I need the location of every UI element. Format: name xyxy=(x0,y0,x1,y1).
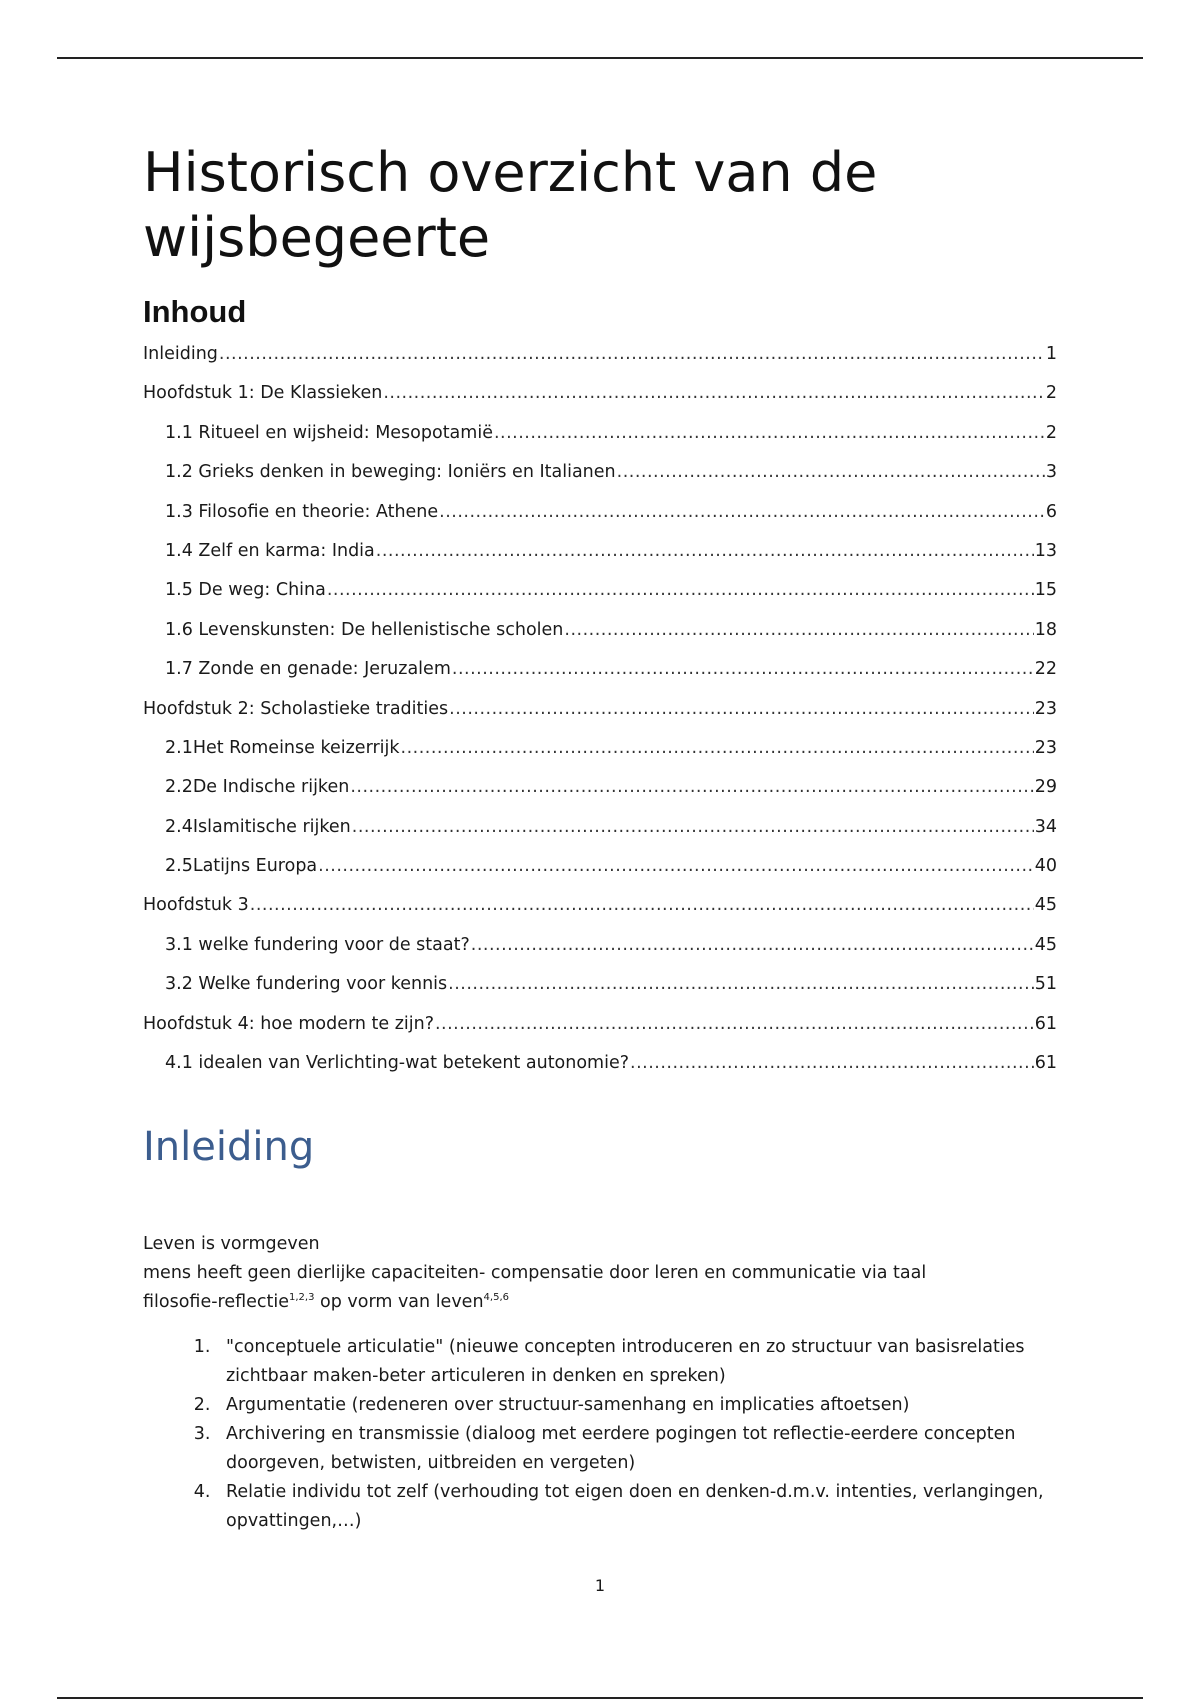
toc-dot-leader xyxy=(250,895,1034,915)
toc-entry[interactable] xyxy=(143,620,1057,659)
numbered-list xyxy=(143,1333,1057,1536)
toc-entry-page: 61 xyxy=(1034,1013,1057,1034)
toc-dot-leader xyxy=(376,541,1034,561)
toc-dot-leader xyxy=(452,659,1034,679)
toc-dot-leader xyxy=(564,620,1033,640)
toc-entry-label: Hoofdstuk 3 xyxy=(143,895,249,916)
toc-entry-label: 1.2 Grieks denken in beweging: Ioniërs en Italianen xyxy=(165,462,616,483)
toc-entry-page: 1 xyxy=(1045,344,1057,364)
toc-entry-label: 1.6 Levenskunsten: De hellenistische scholen xyxy=(165,619,564,640)
toc-entry-page: 29 xyxy=(1034,777,1057,798)
toc-dot-leader xyxy=(350,777,1033,797)
header-rule xyxy=(57,57,1143,59)
intro-line-1: Leven is vormgeven xyxy=(143,1234,320,1255)
toc-dot-leader xyxy=(494,423,1045,443)
toc-entry-label: 3.1 welke fundering voor de staat? xyxy=(165,934,470,955)
toc-entry[interactable] xyxy=(143,699,1057,738)
document-title: Historisch overzicht van de wijsbegeerte xyxy=(143,141,878,269)
toc-dot-leader xyxy=(617,462,1045,482)
toc-entry-page: 40 xyxy=(1034,856,1057,877)
toc-entry[interactable] xyxy=(143,383,1057,422)
footnote-ref-2[interactable]: 4,5,6 xyxy=(483,1292,509,1304)
toc-dot-leader xyxy=(327,580,1034,600)
toc-dot-leader xyxy=(352,817,1034,837)
intro-body xyxy=(143,1230,1057,1317)
footer-rule xyxy=(57,1697,1143,1699)
toc-entry-label: Hoofdstuk 2: Scholastieke tradities xyxy=(143,698,449,719)
list-item: 3. Archivering en transmissie (dialoog met eerdere pogingen tot reflectie-eerdere concepten doorgeven, betwisten, uitbreiden en vergeten) xyxy=(216,1420,1057,1478)
list-item: 4. Relatie individu tot zelf (verhouding tot eigen doen en denken-d.m.v. intenties, verlangingen, opvattingen,…) xyxy=(216,1478,1057,1536)
toc-dot-leader xyxy=(448,974,1034,994)
toc-entry-page: 15 xyxy=(1034,580,1057,601)
list-item: 2. Argumentatie (redeneren over structuur-samenhang en implicaties aftoetsen) xyxy=(216,1391,1057,1420)
toc-entry-label: 4.1 idealen van Verlichting-wat betekent autonomie? xyxy=(165,1053,630,1074)
toc-entry[interactable] xyxy=(143,423,1057,462)
toc-entry-label: Hoofdstuk 1: De Klassieken xyxy=(143,383,383,404)
toc-entry-page: 23 xyxy=(1034,698,1057,719)
page-number: 1 xyxy=(594,1576,606,1595)
toc-entry[interactable] xyxy=(143,580,1057,619)
toc-heading: Inhoud xyxy=(143,294,247,329)
toc-entry-page: 2 xyxy=(1045,422,1057,443)
toc-entry-page: 18 xyxy=(1034,619,1057,640)
toc-entry-page: 2 xyxy=(1045,383,1057,404)
toc-dot-leader xyxy=(630,1053,1034,1073)
toc-entry-label: Hoofdstuk 4: hoe modern te zijn? xyxy=(143,1013,434,1034)
toc-entry-label: Inleiding xyxy=(143,344,218,364)
toc-entry[interactable] xyxy=(143,462,1057,501)
toc-entry-page: 45 xyxy=(1034,895,1057,916)
toc-dot-leader xyxy=(471,935,1034,955)
toc-entry[interactable] xyxy=(143,817,1057,856)
toc-entry-page: 51 xyxy=(1034,974,1057,995)
footnote-ref-1[interactable]: 1,2,3 xyxy=(289,1292,315,1304)
toc-entry-page: 61 xyxy=(1034,1053,1057,1074)
intro-line-3-text-a: filosofie-reflectie xyxy=(143,1292,289,1313)
intro-line-3-text-b: op vorm van leven xyxy=(314,1292,484,1313)
toc-entry-page: 45 xyxy=(1034,934,1057,955)
toc-entry[interactable] xyxy=(143,738,1057,777)
toc-entry[interactable] xyxy=(143,344,1057,383)
toc-entry-page: 3 xyxy=(1045,462,1057,483)
toc-entry-label: 1.5 De weg: China xyxy=(165,580,326,601)
toc-entry-page: 34 xyxy=(1034,816,1057,837)
toc-dot-leader xyxy=(219,344,1045,364)
toc-entry[interactable] xyxy=(143,777,1057,816)
page-content xyxy=(143,140,1057,1536)
toc-entry-label: 2.4Islamitische rijken xyxy=(165,816,351,837)
toc-entry[interactable] xyxy=(143,1014,1057,1053)
intro-line-2: mens heeft geen dierlijke capaciteiten- compensatie door leren en communicatie via taal xyxy=(143,1263,927,1284)
list-item: 1. "conceptuele articulatie" (nieuwe concepten introduceren en zo structuur van basisrelaties zichtbaar maken-beter articuleren in denken en spreken) xyxy=(216,1333,1057,1391)
toc-entry-page: 22 xyxy=(1034,659,1057,680)
toc-dot-leader xyxy=(401,738,1034,758)
toc-entry-page: 13 xyxy=(1034,540,1057,561)
toc-dot-leader xyxy=(449,699,1034,719)
toc-entry[interactable] xyxy=(143,541,1057,580)
toc-entry[interactable] xyxy=(143,659,1057,698)
toc-dot-leader xyxy=(435,1014,1034,1034)
toc-entry[interactable] xyxy=(143,1053,1057,1092)
toc-dot-leader xyxy=(318,856,1034,876)
toc-entry-page: 23 xyxy=(1034,737,1057,758)
toc-entry-label: 1.1 Ritueel en wijsheid: Mesopotamië xyxy=(165,422,493,443)
section-heading-inleiding: Inleiding xyxy=(143,1124,315,1171)
toc-entry[interactable] xyxy=(143,974,1057,1013)
toc-entry[interactable] xyxy=(143,502,1057,541)
toc-entry[interactable] xyxy=(143,935,1057,974)
toc-dot-leader xyxy=(383,383,1045,403)
toc-entry-page: 6 xyxy=(1045,501,1057,522)
toc-entry-label: 1.7 Zonde en genade: Jeruzalem xyxy=(165,659,451,680)
toc-entry-label: 2.5Latijns Europa xyxy=(165,856,318,877)
intro-line-3 xyxy=(143,1288,1057,1317)
toc-entry-label: 1.3 Filosofie en theorie: Athene xyxy=(165,501,439,522)
toc-entry-label: 2.2De Indische rijken xyxy=(165,777,350,798)
toc-dot-leader xyxy=(439,502,1045,522)
toc-entry[interactable] xyxy=(143,856,1057,895)
toc-entry-label: 1.4 Zelf en karma: India xyxy=(165,540,375,561)
toc-entry[interactable] xyxy=(143,895,1057,934)
toc-entry-label: 3.2 Welke fundering voor kennis xyxy=(165,974,448,995)
table-of-contents xyxy=(143,344,1057,1092)
toc-entry-label: 2.1Het Romeinse keizerrijk xyxy=(165,737,400,758)
